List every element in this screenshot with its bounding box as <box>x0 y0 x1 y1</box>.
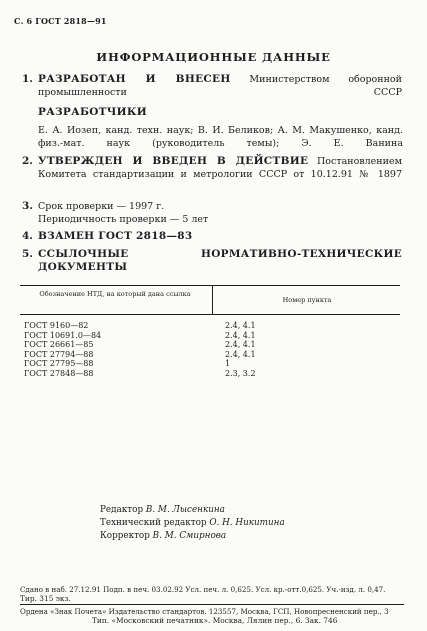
page-header: С. 6 ГОСТ 2818—91 <box>14 16 107 26</box>
item-line: Срок проверки — 1997 г. <box>38 201 165 212</box>
item-text: Постановлением Комитета стандартизации и метрологии СССР от 10.12.91 № 1897 <box>38 156 402 180</box>
table-header-clause: Номер пункта <box>282 296 332 304</box>
item-number: 2. <box>22 155 33 167</box>
table-column-divider <box>212 285 213 314</box>
item-number: 4. <box>22 230 33 242</box>
credit-label: Корректор <box>100 531 150 541</box>
table-cell-clause: 2.4, 4.1 <box>225 330 256 340</box>
developers-text: Е. А. Иозеп, канд. техн. наук; В. И. Беликов; А. М. Макушенко, канд. физ.-мат. наук (руководитель темы); Э. Е. Ванина <box>38 125 403 149</box>
print-info-line-1: Сдано в наб. 27.12.91 Подп. в печ. 03.02.92 Усл. печ. л. 0,625. Усл. кр.-отт.0,625. Уч.-изд. л. 0,47. <box>20 585 386 594</box>
item-caption: ССЫЛОЧНЫЕ НОРМАТИВНО-ТЕХНИЧЕСКИЕ ДОКУМЕНТЫ <box>38 248 402 273</box>
credit-editor <box>100 505 225 515</box>
credit-name: В. М. Смирнова <box>152 531 227 541</box>
developers-heading: РАЗРАБОТЧИКИ <box>38 106 147 118</box>
table-column-clauses <box>225 321 256 379</box>
item-caption: ВЗАМЕН ГОСТ 2818—83 <box>38 230 193 242</box>
credit-proofreader <box>100 531 226 541</box>
item-caption: РАЗРАБОТАН И ВНЕСЕН <box>38 73 231 85</box>
credit-tech-editor <box>100 518 285 528</box>
credit-name: О. Н. Никитина <box>209 518 285 528</box>
table-cell-document: ГОСТ 9160—82 <box>24 321 89 330</box>
credit-name: В. М. Лысенкина <box>145 505 225 515</box>
item-number: 5. <box>22 248 33 260</box>
item-number: 3. <box>22 200 33 212</box>
table-header-rule <box>20 314 400 315</box>
table-top-rule <box>20 285 400 286</box>
item-line: Периодичность проверки — 5 лет <box>38 214 209 225</box>
list-item-3 <box>22 200 402 226</box>
imprint-divider <box>20 604 404 605</box>
table-cell-document: ГОСТ 27848—88 <box>24 368 94 378</box>
table-cell-clause: 2.4, 4.1 <box>225 340 256 350</box>
credit-label: Технический редактор <box>100 518 207 528</box>
table-cell-clause: 1 <box>225 359 231 369</box>
item-number: 1. <box>22 73 33 85</box>
table-cell-clause: 2.3, 3.2 <box>225 368 256 378</box>
list-item-4 <box>22 230 402 243</box>
list-item-2 <box>22 155 402 181</box>
item-caption: УТВЕРЖДЕН И ВВЕДЕН В ДЕЙСТВИЕ <box>38 155 309 167</box>
table-cell-clause: 2.4, 4.1 <box>225 321 256 330</box>
item-text: Министерством оборонной промышленности СССР <box>38 74 402 98</box>
page-title: ИНФОРМАЦИОННЫЕ ДАННЫЕ <box>96 50 331 64</box>
publisher-line-2: Тип. «Московский печатник». Москва, Лялин пер., 6. Зак. 746 <box>92 616 338 625</box>
table-cell-clause: 2.4, 4.1 <box>225 349 256 359</box>
list-item-1 <box>22 73 402 99</box>
credit-label: Редактор <box>100 505 144 515</box>
table-column-documents <box>24 321 101 379</box>
publisher-line-1: Ордена «Знак Почета» Издательство стандартов. 123557, Москва, ГСП, Новопресненский пер., 3 <box>20 607 389 616</box>
list-item-5 <box>22 248 402 274</box>
table-cell-document: ГОСТ 27795—88 <box>24 359 94 369</box>
table-cell-document: ГОСТ 26661—85 <box>24 340 94 350</box>
table-cell-document: ГОСТ 27794—88 <box>24 349 94 359</box>
table-cell-document: ГОСТ 10691.0—84 <box>24 330 102 340</box>
print-info-line-2: Тир. 315 экз. <box>20 594 71 603</box>
table-header-document: Обозначение НТД, на который дана ссылка <box>39 290 191 298</box>
